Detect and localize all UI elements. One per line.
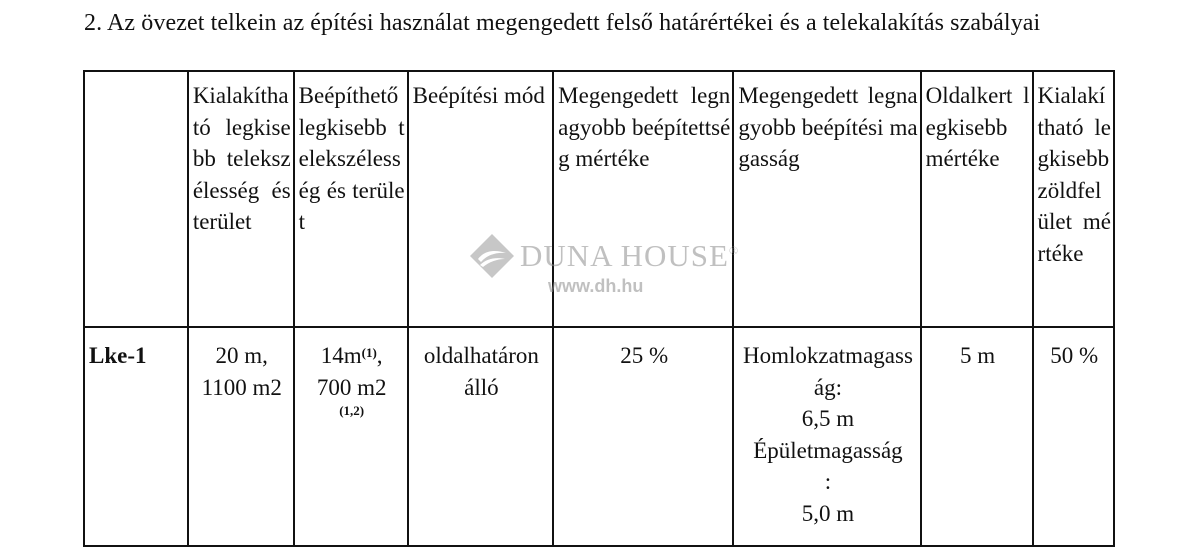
side-garden-cell: 5 m <box>921 327 1033 546</box>
min-plot-area: 1100 m2 <box>201 374 282 400</box>
building-height-label: Épületmagasság <box>753 437 903 463</box>
section-heading: 2. Az övezet telkein az építési használat megengedett felső határértékei és a telekalakítás szabályai <box>84 10 1041 36</box>
header-max-coverage: Megengedett legnagyobb beépítettség mértéke <box>553 71 733 327</box>
watermark-url: www.dh.hu <box>548 276 644 296</box>
buildable-width: 14m <box>320 343 362 368</box>
building-height-value: 5,0 m <box>801 500 855 526</box>
footnote-ref-1: (1) <box>361 345 377 360</box>
header-max-height: Megengedett legnagyobb beépítési magasság <box>733 71 920 327</box>
buildable-plot-cell <box>294 327 408 546</box>
header-green-area: Kialakítható legkisebb zöldfelület mértéke <box>1033 71 1114 327</box>
facade-height-label: Homlokzatmagasság: <box>742 343 913 400</box>
min-plot-cell <box>188 327 294 546</box>
height-cell <box>733 327 920 546</box>
building-mode-cell <box>408 327 554 546</box>
green-area-cell: 50 % <box>1033 327 1114 546</box>
regulation-table <box>83 70 1115 547</box>
header-buildable-plot: Beépíthető legkisebb telekszélesség és terület <box>294 71 408 327</box>
building-mode-line2: álló <box>464 374 499 400</box>
header-building-mode: Beépítési mód <box>408 71 554 327</box>
min-plot-width: 20 m, <box>215 343 268 368</box>
footnote-ref-1-2: (1,2) <box>339 403 365 418</box>
header-min-plot: Kialakítható legkisebb telekszélesség és terület <box>188 71 294 327</box>
zone-code: Lke-1 <box>84 327 188 546</box>
header-cell-empty <box>84 71 188 327</box>
header-side-garden: Oldalkert legkisebb mértéke <box>921 71 1033 327</box>
coverage-cell: 25 % <box>553 327 733 546</box>
table-row <box>84 327 1114 546</box>
building-mode-line1: oldalhatáron <box>423 343 539 368</box>
header-row <box>84 71 1114 327</box>
buildable-comma: , <box>376 343 383 368</box>
building-height-colon: : <box>824 469 832 494</box>
buildable-area: 700 m2 <box>316 374 387 400</box>
watermark-brand: DUNA HOUSE® <box>520 238 740 273</box>
facade-height-value: 6,5 m <box>801 406 855 431</box>
